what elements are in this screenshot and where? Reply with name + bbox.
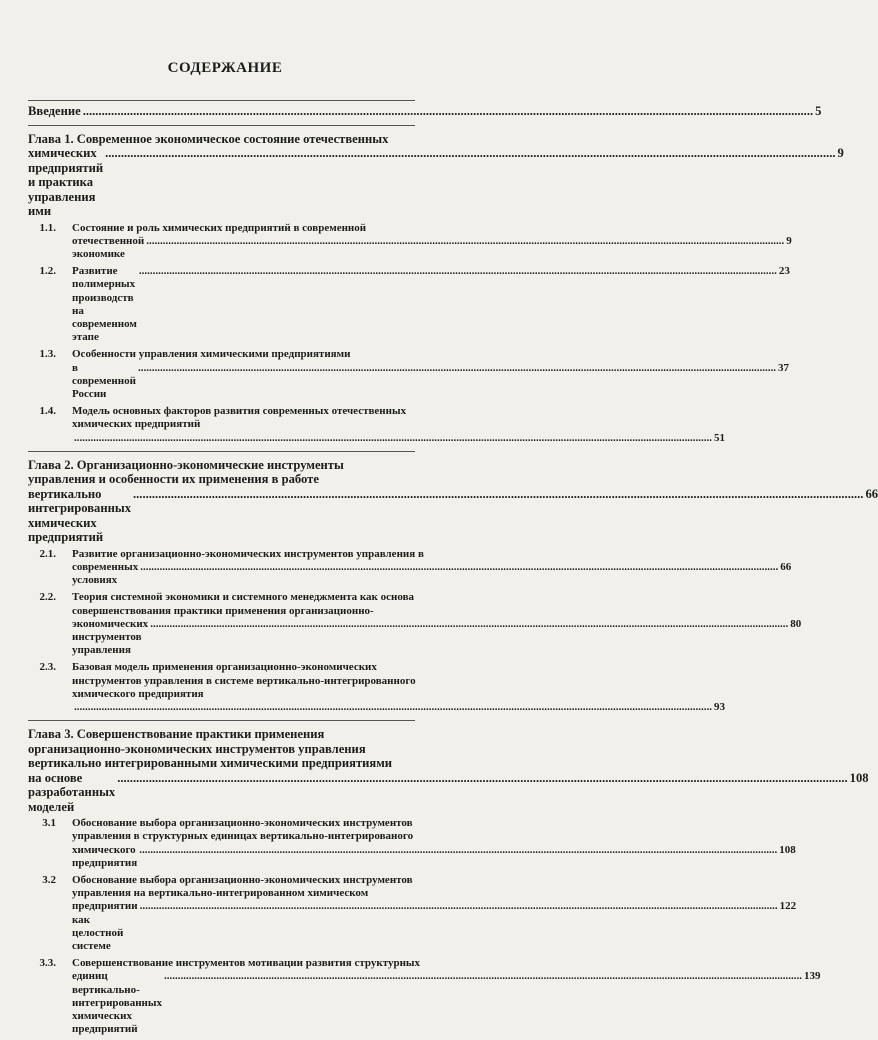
- dot-leader: [140, 900, 778, 913]
- section-text-last-line: [72, 432, 725, 445]
- toc-section: [28, 265, 790, 344]
- chapter-sections: [28, 221, 792, 445]
- chapter-title-line: вертикально интегрированными химическими предприятиями: [28, 756, 393, 771]
- dot-leader: [105, 146, 835, 161]
- chapter-title-text: химических предприятий и практика управления ими: [28, 146, 104, 218]
- section-text-line: управления на вертикально-интегрированном химическом: [72, 887, 369, 900]
- toc-section: [28, 348, 789, 401]
- section-text-line: инструментов управления в системе вертикально-интегрированного: [72, 674, 416, 687]
- section-text: [72, 548, 791, 588]
- dot-leader: [83, 104, 813, 119]
- section-page-number: 93: [714, 700, 725, 713]
- section-text: [72, 348, 789, 401]
- section-text-line: Модель основных факторов развития современных отечественных: [72, 405, 407, 418]
- section-number: 2.3.: [39, 661, 56, 674]
- section-text-line: Развитие организационно-экономических инструментов управления в: [72, 547, 424, 560]
- toc-section: [28, 957, 821, 1036]
- dot-leader: [146, 235, 784, 248]
- dot-leader: [117, 771, 847, 786]
- dot-leader: [74, 432, 712, 445]
- toc-section: [28, 405, 725, 445]
- chapter-title-text: вертикально интегрированных химических предприятий: [28, 486, 131, 545]
- section-text-last-line: [72, 235, 792, 261]
- chapter-title-text: на основе разработанных моделей: [28, 770, 116, 814]
- section-number: 2.2.: [39, 591, 56, 604]
- divider: [28, 720, 415, 721]
- section-page-number: 108: [779, 843, 796, 856]
- divider: [28, 125, 415, 126]
- section-number: 1.4.: [39, 405, 56, 418]
- dot-leader: [139, 265, 777, 278]
- section-text-last: химического предприятия: [72, 843, 138, 869]
- chapter-title-last-line: [28, 146, 844, 219]
- toc-chapter: [28, 727, 869, 1036]
- toc-intro: [28, 104, 822, 119]
- section-text-line: Совершенствование инструментов мотивации развития структурных: [72, 957, 420, 970]
- section-text-last-line: [72, 561, 791, 587]
- toc-intro-page: 5: [815, 104, 822, 118]
- chapter-sections: [28, 817, 821, 1036]
- section-text-line: Базовая модель применения организационно-экономических: [72, 661, 377, 674]
- table-of-contents: [28, 100, 878, 1040]
- section-text-line: Теория системной экономики и системного менеджмента как основа: [72, 591, 415, 604]
- chapter-page-number: 108: [849, 770, 869, 785]
- section-text: [72, 405, 725, 445]
- section-text-line: управления в структурных единицах вертикально-интегрированого: [72, 830, 414, 843]
- section-text: [72, 874, 796, 953]
- chapter-title-line: организационно-экономических инструментов управления: [28, 741, 366, 756]
- section-text-last: отечественной экономике: [72, 234, 145, 260]
- toc-section: [28, 591, 802, 657]
- section-text: [72, 591, 801, 657]
- chapter-page-number: 9: [837, 146, 844, 160]
- section-number: 3.1: [42, 817, 56, 830]
- chapter-sections: [28, 547, 802, 714]
- section-text-last-line: [72, 362, 789, 402]
- section-text-last-line: [72, 701, 725, 714]
- chapter-title-last-line: [28, 770, 869, 815]
- chapter-title-line: Глава 1. Современное экономическое состояние отечественных: [28, 131, 389, 146]
- chapter-title-line: Глава 2. Организационно-экономические инструменты: [28, 457, 344, 472]
- section-page-number: 37: [777, 361, 789, 374]
- chapter-page-number: 66: [865, 486, 878, 501]
- section-page-number: 51: [714, 431, 725, 444]
- chapter-title-last-line: [28, 486, 878, 545]
- section-page-number: 122: [779, 900, 797, 913]
- section-text: [72, 265, 790, 344]
- section-text-last-line: [72, 265, 790, 344]
- section-text-line: химического предприятия: [72, 687, 204, 700]
- section-text-last: предприятии как целостной системе: [72, 900, 138, 953]
- divider: [28, 451, 415, 452]
- section-text-last-line: [72, 844, 796, 870]
- section-text: [72, 957, 820, 1036]
- toc-section: [28, 817, 796, 870]
- section-page-number: 139: [803, 970, 821, 983]
- section-text-last: в современной России: [72, 361, 136, 400]
- section-text-last: экономических инструментов управления: [72, 617, 149, 657]
- toc-section: [28, 874, 797, 953]
- section-text-line: Обоснование выбора организационно-экономических инструментов: [72, 817, 413, 830]
- section-text: [72, 661, 725, 714]
- section-page-number: 66: [780, 560, 792, 573]
- chapter-title-line: Глава 3. Совершенствование практики применения: [28, 727, 325, 742]
- dot-leader: [150, 618, 788, 631]
- section-text-last-line: [72, 900, 796, 953]
- section-page-number: 80: [790, 617, 802, 630]
- toc-section: [28, 221, 792, 262]
- section-number: 1.3.: [39, 348, 56, 361]
- section-text-last: Развитие полимерных производств на современном этапе: [72, 265, 137, 344]
- section-page-number: 23: [778, 265, 790, 278]
- dot-leader: [139, 844, 777, 857]
- dot-leader: [133, 487, 863, 502]
- section-number: 2.1.: [39, 547, 56, 560]
- section-text-line: совершенствования практики применения организационно-: [72, 604, 374, 617]
- section-text-line: Обоснование выбора организационно-экономических инструментов: [72, 874, 413, 886]
- toc-chapter: [28, 131, 844, 445]
- section-text: [72, 222, 792, 262]
- dot-leader: [164, 970, 802, 983]
- toc-intro-label: Введение: [28, 104, 81, 118]
- dot-leader: [140, 561, 778, 574]
- section-number: 3.2: [42, 874, 56, 886]
- toc-section: [28, 547, 792, 588]
- toc-section: [28, 661, 725, 714]
- section-number: 1.1.: [39, 221, 56, 234]
- toc-chapter: [28, 457, 878, 714]
- section-text-line: химических предприятий: [72, 418, 201, 431]
- section-text-last: единиц вертикально-интегрированных химических предприятий: [72, 970, 162, 1036]
- section-text-line: Состояние и роль химических предприятий в современной: [72, 221, 367, 234]
- dot-leader: [74, 701, 712, 714]
- section-page-number: 9: [786, 234, 792, 247]
- section-number: 1.2.: [39, 265, 56, 278]
- section-text-last-line: [72, 618, 801, 658]
- section-text: [72, 817, 796, 870]
- dot-leader: [138, 362, 776, 375]
- divider: [28, 100, 415, 101]
- section-number: 3.3.: [39, 957, 56, 970]
- section-text-last: современных условиях: [72, 560, 139, 587]
- section-text-line: Особенности управления химическими предприятиями: [72, 348, 351, 361]
- section-text-last-line: [72, 970, 820, 1036]
- chapter-title-line: управления и особенности их применения в работе: [28, 472, 319, 487]
- page-title: СОДЕРЖАНИЕ: [167, 60, 283, 76]
